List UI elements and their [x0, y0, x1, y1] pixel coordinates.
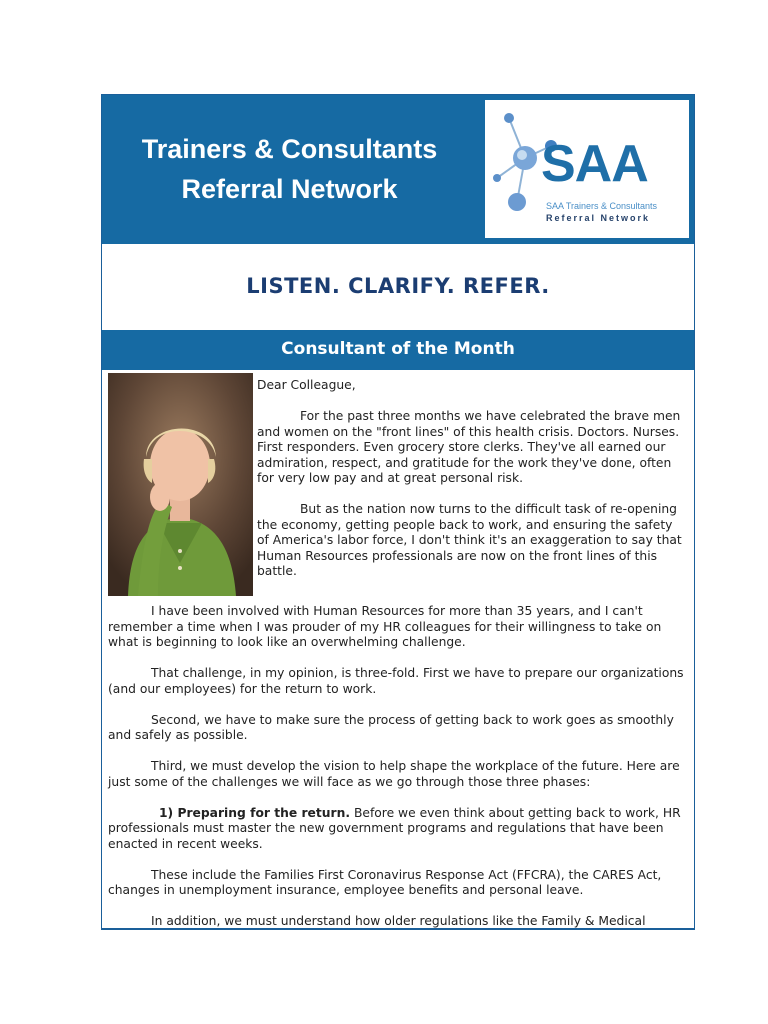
header-title	[102, 129, 477, 209]
letter-paragraph-9: In addition, we must understand how older regulations like the Family & Medical	[151, 914, 646, 928]
logo-subtitle-network: Referral Network	[546, 213, 651, 223]
section-title: Consultant of the Month	[281, 339, 515, 359]
logo-wordmark: SAA	[541, 135, 648, 193]
letter-paragraph-6: Third, we must develop the vision to help shape the workplace of the future. Here are just some of the challenges we will face as we go through those three phases:	[108, 759, 680, 789]
letter-paragraph-3: I have been involved with Human Resources for more than 35 years, and I can't remember a time when I was prouder of my HR colleagues for their willingness to take on what is beginning to look like an overwhelming challenge.	[108, 604, 662, 649]
letter-paragraph-1: For the past three months we have celebrated the brave men and women on the "front lines" of this health crisis. Doctors. Nurses. First responders. Even grocery store clerks. They've all earned our admiration, respect, and gratitude for the work they've done, often for very low pay and at great personal risk.	[257, 409, 681, 485]
header-banner	[102, 95, 694, 244]
tagline-band	[102, 244, 694, 330]
letter-paragraph-4: That challenge, in my opinion, is three-fold. First we have to prepare our organizations (and our employees) for the return to work.	[108, 666, 684, 696]
letter-paragraph-5: Second, we have to make sure the process of getting back to work goes as smoothly and safely as possible.	[108, 712, 674, 742]
header-title-line2: Referral Network	[181, 174, 398, 204]
logo-subtitle: SAA Trainers & Consultants	[546, 201, 658, 211]
newsletter-frame	[101, 94, 695, 930]
letter-paragraph-7	[108, 806, 684, 853]
letter-paragraph-8: These include the Families First Coronavirus Response Act (FFCRA), the CARES Act, changes in unemployment insurance, employee benefits and personal leave.	[108, 867, 662, 897]
saa-logo	[485, 100, 689, 238]
tagline: LISTEN. CLARIFY. REFER.	[246, 274, 550, 298]
letter-paragraph-2: But as the nation now turns to the difficult task of re-opening the economy, getting people back to work, and ensuring the safety of America's labor force, I don't think it's an exaggeration to say that Human Resources professionals are now on the front lines of this battle.	[257, 502, 682, 578]
header-title-line1: Trainers & Consultants	[141, 134, 438, 164]
letter-greeting: Dear Colleague,	[257, 378, 356, 392]
photo-spacer	[108, 378, 257, 604]
letter-body	[108, 378, 684, 930]
phase-1-heading: 1) Preparing for the return.	[159, 805, 351, 820]
section-bar	[102, 330, 694, 370]
phase-1-text: Before we even think about getting back to work, HR professionals must master the new government programs and regulations that have been enacted in recent weeks.	[108, 805, 681, 851]
